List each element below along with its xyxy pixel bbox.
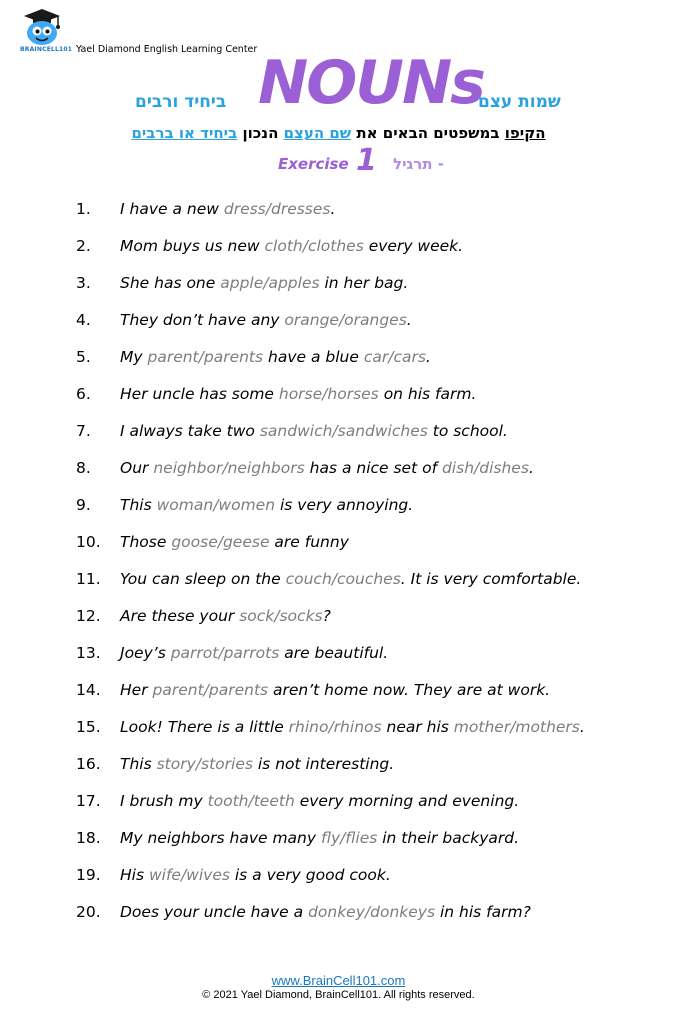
sentence-text: in their backyard. [377, 829, 520, 847]
list-item [0, 381, 677, 407]
item-number: 11. [76, 570, 101, 588]
list-item [0, 640, 677, 666]
instruction-text: במשפטים הבאים את [351, 124, 505, 142]
sentence-text: I have a new [120, 200, 224, 218]
noun-choice[interactable]: donkey/donkeys [308, 903, 436, 921]
sentence-text: is very annoying. [275, 496, 414, 514]
sentence-text: Look! There is a little [120, 718, 289, 736]
item-number: 18. [76, 829, 101, 847]
sentence-text: are beautiful. [279, 644, 389, 662]
logo-text: BRAINCELL101 [20, 46, 73, 53]
noun-choice[interactable]: fly/flies [320, 829, 378, 847]
item-number: 10. [76, 533, 101, 551]
list-item [0, 529, 677, 555]
hebrew-singular-plural: ביחיד ורבים [135, 92, 227, 112]
footer-copyright: © 2021 Yael Diamond, BrainCell101. All rights reserved. [202, 989, 475, 1001]
list-item [0, 603, 677, 629]
sentence-text: Those [120, 533, 172, 551]
item-sentence [120, 570, 581, 588]
sentence-text: . [425, 348, 431, 366]
list-item [0, 418, 677, 444]
noun-choice[interactable]: parent/parents [147, 348, 264, 366]
item-number: 19. [76, 866, 101, 884]
list-item [0, 677, 677, 703]
list-item [0, 196, 677, 222]
sentence-text: I always take two [120, 422, 260, 440]
noun-choice[interactable]: dish/dishes [441, 459, 529, 477]
list-item [0, 566, 677, 592]
sentence-text: every morning and evening. [294, 792, 520, 810]
item-number: 12. [76, 607, 101, 625]
list-item [0, 825, 677, 851]
item-sentence [120, 496, 413, 514]
list-item [0, 344, 677, 370]
noun-choice[interactable]: story/stories [156, 755, 253, 773]
sentence-text: Her uncle has some [120, 385, 279, 403]
sentence-text: My [120, 348, 148, 366]
sentence-text: You can sleep on the [120, 570, 286, 588]
item-number: 2. [76, 237, 91, 255]
exercise-number: 1 [356, 143, 377, 178]
item-number: 4. [76, 311, 91, 329]
sentence-text: Mom buys us new [120, 237, 265, 255]
item-sentence [120, 792, 519, 810]
item-number: 14. [76, 681, 101, 699]
list-item [0, 307, 677, 333]
item-number: 6. [76, 385, 91, 403]
sentence-text: . [406, 311, 412, 329]
item-number: 7. [76, 422, 91, 440]
sentence-text: are funny [269, 533, 349, 551]
instruction-correct: הנכון [237, 124, 284, 142]
list-item [0, 899, 677, 925]
item-sentence [120, 385, 476, 403]
item-number: 20. [76, 903, 101, 921]
sentence-text: Does your uncle have a [120, 903, 309, 921]
exercise-heading [0, 145, 677, 181]
sentence-text: in her bag. [319, 274, 409, 292]
footer-link[interactable]: www.BrainCell101.com [271, 973, 406, 988]
list-item [0, 751, 677, 777]
hebrew-nouns-title: שמות עצם [478, 92, 561, 112]
sentence-text: to school. [427, 422, 508, 440]
sentence-text: aren’t home now. They are at work. [268, 681, 551, 699]
noun-choice[interactable]: wife/wives [148, 866, 230, 884]
item-number: 17. [76, 792, 101, 810]
item-number: 9. [76, 496, 91, 514]
sentence-text: in his farm? [435, 903, 531, 921]
item-sentence [120, 829, 519, 847]
noun-choice[interactable]: sandwich/sandwiches [259, 422, 428, 440]
instruction-singular-plural: ביחיד או ברבים [131, 124, 238, 142]
noun-choice[interactable]: couch/couches [285, 570, 401, 588]
item-sentence [120, 718, 585, 736]
item-sentence [120, 607, 331, 625]
noun-choice[interactable]: woman/women [156, 496, 276, 514]
item-sentence [120, 348, 431, 366]
instruction-circle: הקיפו [504, 124, 546, 142]
list-item [0, 455, 677, 481]
item-number: 15. [76, 718, 101, 736]
sentence-text: They don’t have any [120, 311, 285, 329]
item-sentence [120, 755, 394, 773]
sentence-text: . It is very comfortable. [400, 570, 582, 588]
item-number: 1. [76, 200, 91, 218]
item-number: 13. [76, 644, 101, 662]
noun-choice[interactable]: dress/dresses [223, 200, 331, 218]
noun-choice[interactable]: neighbor/neighbors [153, 459, 305, 477]
item-number: 8. [76, 459, 91, 477]
list-item [0, 270, 677, 296]
sentence-text: on his farm. [378, 385, 477, 403]
noun-choice[interactable]: orange/oranges [284, 311, 407, 329]
item-sentence [120, 533, 349, 551]
noun-choice[interactable]: mother/mothers [453, 718, 580, 736]
page-title: NOUNs [258, 48, 484, 118]
noun-choice[interactable]: tooth/teeth [207, 792, 295, 810]
sentence-text: near his [381, 718, 454, 736]
sentence-text: Joey’s [120, 644, 171, 662]
footer [0, 973, 677, 1001]
list-item [0, 714, 677, 740]
item-sentence [120, 311, 412, 329]
list-item [0, 233, 677, 259]
item-number: 3. [76, 274, 91, 292]
item-sentence [120, 200, 335, 218]
sentence-text: has a nice set of [304, 459, 442, 477]
noun-choice[interactable]: sock/socks [239, 607, 323, 625]
sentence-text: Her [120, 681, 153, 699]
list-item [0, 788, 677, 814]
list-item [0, 862, 677, 888]
sentence-text: is not interesting. [252, 755, 395, 773]
exercise-label: Exercise [278, 155, 349, 173]
noun-choice[interactable]: apple/apples [220, 274, 320, 292]
noun-choice[interactable]: horse/horses [278, 385, 379, 403]
sentence-text: . [528, 459, 534, 477]
item-sentence [120, 866, 391, 884]
noun-choice[interactable]: car/cars [363, 348, 426, 366]
noun-choice[interactable]: rhino/rhinos [288, 718, 382, 736]
noun-choice[interactable]: cloth/clothes [264, 237, 364, 255]
sentence-text: every week. [363, 237, 464, 255]
item-sentence [120, 903, 531, 921]
sentence-text: This [120, 755, 157, 773]
sentence-text: She has one [120, 274, 221, 292]
noun-choice[interactable]: goose/geese [171, 533, 270, 551]
noun-choice[interactable]: parent/parents [152, 681, 269, 699]
sentence-text: . [330, 200, 336, 218]
item-sentence [120, 681, 550, 699]
item-sentence [120, 644, 388, 662]
sentence-text: Are these your [120, 607, 240, 625]
instruction [0, 124, 677, 142]
item-number: 5. [76, 348, 91, 366]
organization-name: Yael Diamond English Learning Center [76, 44, 258, 55]
item-sentence [120, 237, 463, 255]
sentence-text: I brush my [120, 792, 208, 810]
instruction-noun: שם העצם [283, 124, 352, 142]
sentence-text: . [579, 718, 585, 736]
exercise-hebrew: - תרגיל [393, 155, 444, 173]
sentence-text: This [120, 496, 157, 514]
sentence-text: Our [120, 459, 154, 477]
item-sentence [120, 422, 508, 440]
sentence-text: My neighbors have many [120, 829, 321, 847]
sentence-text: is a very good cook. [229, 866, 391, 884]
sentence-text: ? [322, 607, 331, 625]
sentence-text: His [120, 866, 149, 884]
item-number: 16. [76, 755, 101, 773]
sentence-text: have a blue [263, 348, 364, 366]
noun-choice[interactable]: parrot/parrots [170, 644, 280, 662]
list-item [0, 492, 677, 518]
item-sentence [120, 459, 534, 477]
item-sentence [120, 274, 408, 292]
